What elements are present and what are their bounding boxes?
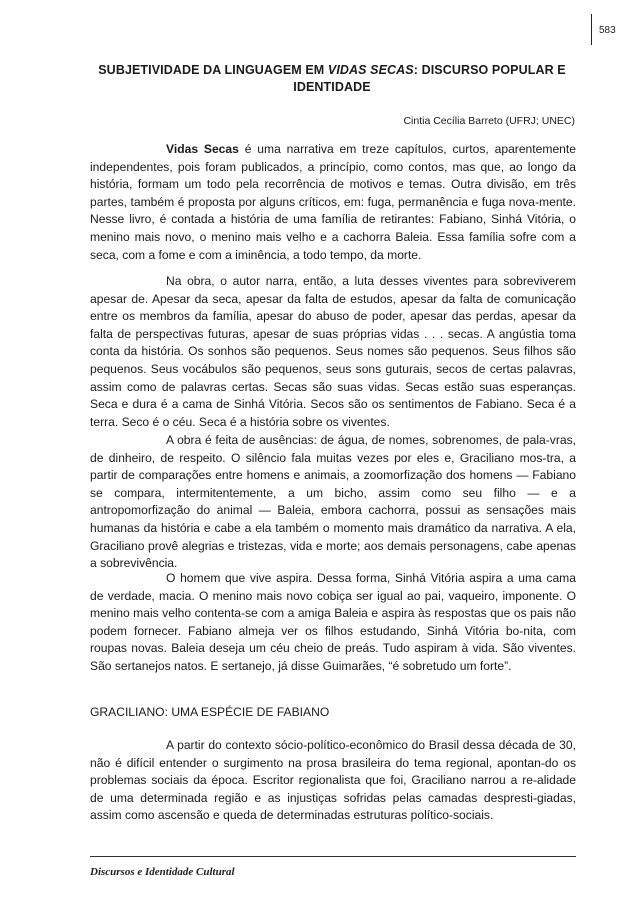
section-heading: GRACILIANO: UMA ESPÉCIE DE FABIANO [90,705,330,719]
page-number: 583 [599,25,616,36]
journal-footer: Discursos e Identidade Cultural [90,866,235,878]
paragraph-1-lead: Vidas Secas [166,142,239,156]
paragraph-2: Na obra, o autor narra, então, a luta desses viventes para sobreviverem apesar de. Apesar da seca, apesar da falta de estudos, apesar da falta de comunicação entre os membros da família, apesar do abuso de poder, apesar das perdas, apesar da falta de perspectivas futuras, apesar de suas próprias vidas . . . secas. A angústia toma conta da história. Os sonhos são pequenos. Seus nomes são pequenos. Seus filhos são pequenos. Seus vocábulos são pequenos, seus sons guturais, secos de certas palavras, assim como de palavras certas. Secas são suas vidas. Secas estão suas esperanças. Seca e dura é a cama de Sinhá Vitória. Secos são os sentimentos de Fabiano. Seca é a terra. Seco é o céu. Seca é a história sobre os viventes. [90,274,576,429]
paragraph-1 [90,141,576,264]
title-italic-book-name: VIDAS SECAS [327,63,414,77]
title-part-2: : DISCURSO POPULAR E IDENTIDADE [293,63,566,94]
page-number-divider [591,14,592,45]
paragraph-5: A partir do contexto sócio-político-econômico do Brasil dessa década de 30, não é difícil entender o surgimento na prosa brasileira do tema regional, apontan-do os problemas sociais da época. Escritor regionalista que foi, Graciliano narrou a re-alidade de uma determinada região e as injustiças sofridas pelas camadas despresti-giadas, assim como ascensão e queda de determinadas estruturas político-sociais. [90,738,576,823]
footer-divider [90,856,576,857]
paragraph-1-text: é uma narrativa em treze capítulos, curtos, aparentemente independentes, pois foram publicados, a princípio, como contos, mas que, ao longo da história, formam um todo pela recorrência de motivos e temas. Outra divisão, em três partes, também é proposta por alguns críticos, em: fuga, permanência e fuga nova-mente. Nesse livro, é contada a história de uma família de retirantes: Fabiano, Sinhá Vitória, o menino mais novo, o menino mais velho e a cachorra Baleia. Essa família sofre com a seca, com a fome e com a iminência, a todo tempo, da morte. [90,142,576,262]
paragraph-4: O homem que vive aspira. Dessa forma, Sinhá Vitória aspira a uma cama de verdade, macia. O menino mais novo cobiça ser igual ao pai, vaqueiro, imponente. O menino mais velho contenta-se com a amiga Baleia e aspira às respostas que os pais não podem fornecer. Fabiano almeja ver os filhos estudando, Sinhá Vitória bo-nita, com roupas novas. Baleia deseja um céu cheio de preás. Tudo aspiram à vida. São viventes. São sertanejos natos. E sertanejo, já disse Guimarães, “é sobretudo um forte”. [90,571,576,673]
paragraph-3: A obra é feita de ausências: de água, de nomes, sobrenomes, de pala-vras, de dinheiro, de respeito. O silêncio fala muitas vezes por eles e, Graciliano mos-tra, a partir de comparações entre homens e animais, a zoomorfização dos homens — Fabiano se compara, intermitentemente, a um bicho, assim como seu filho — e a antropomorfização do animal — Baleia, embora cachorra, possui as sensações mais humanas da história e cabe a ela também o momento mais dramático da narrativa. A ela, Graciliano provê alegrias e tristezas, vida e morte; aos demais personagens, cabe apenas a sobrevivência. [90,433,576,571]
article-body [90,141,576,823]
article-title [92,62,572,96]
title-part-1: SUBJETIVIDADE DA LINGUAGEM EM [98,63,328,77]
author-line: Cintia Cecília Barreto (UFRJ; UNEC) [403,115,575,127]
